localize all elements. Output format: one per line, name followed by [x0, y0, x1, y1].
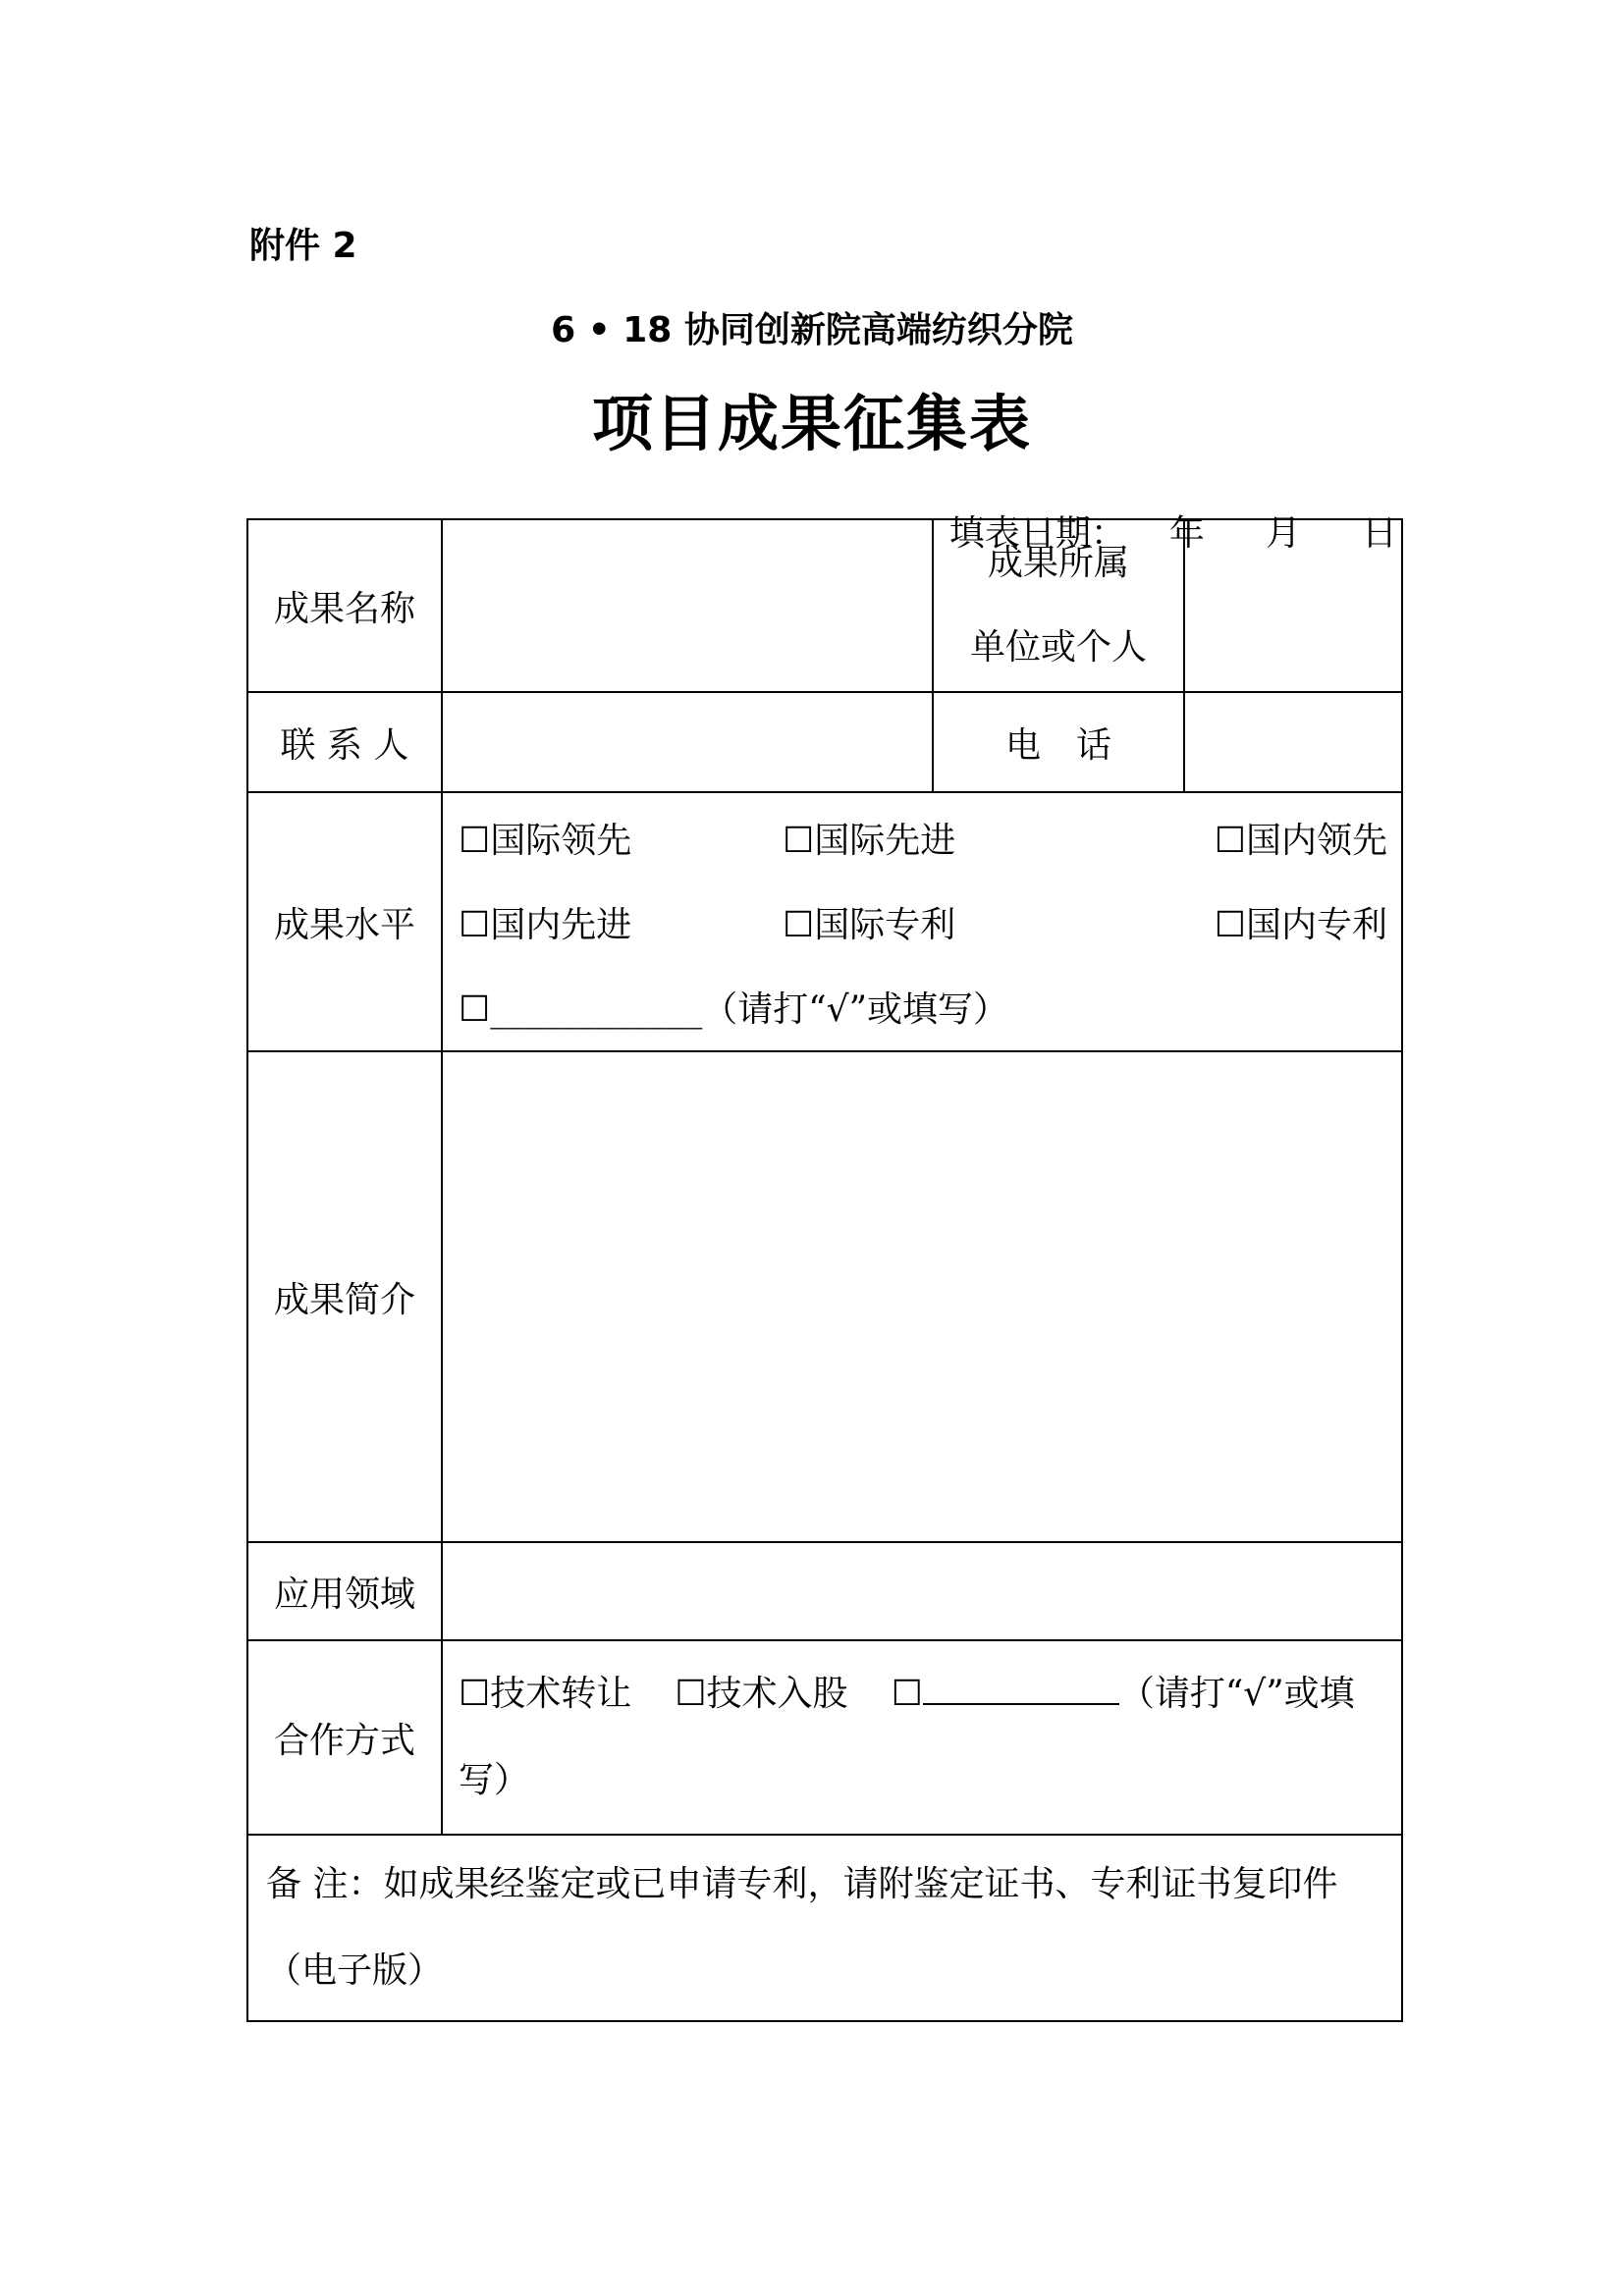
level-options-row-1 — [459, 795, 1387, 880]
level-options-row-2 — [459, 880, 1387, 964]
table-row — [247, 1640, 1402, 1835]
application-field[interactable] — [442, 1542, 1402, 1640]
table-row — [247, 1542, 1402, 1640]
owner-label — [933, 519, 1184, 692]
level-option-other[interactable]: ☐____________（请打“√”或填写） — [459, 988, 1009, 1030]
table-row — [247, 519, 1402, 692]
page-title: 项目成果征集表 — [591, 388, 1032, 459]
coop-label: 合作方式 — [247, 1640, 442, 1835]
owner-field[interactable] — [1184, 519, 1402, 692]
level-option-international-leading[interactable]: ☐国际领先 — [459, 820, 632, 861]
phone-field[interactable] — [1184, 692, 1402, 792]
level-option-domestic-leading[interactable]: ☐国内领先 — [1214, 820, 1387, 861]
coop-options — [442, 1640, 1402, 1835]
level-option-domestic-patent[interactable]: ☐国内专利 — [1214, 904, 1387, 945]
coop-option-tech-transfer[interactable]: ☐技术转让 — [459, 1674, 632, 1714]
coop-other-underline[interactable] — [923, 1668, 1119, 1705]
level-label: 成果水平 — [247, 792, 442, 1051]
fill-date-label: 填表日期： — [948, 513, 1126, 554]
table-row — [247, 1835, 1402, 2021]
level-option-international-advanced[interactable]: ☐国际先进 — [783, 820, 956, 861]
table-row — [247, 792, 1402, 1051]
level-options-row-3 — [459, 964, 1387, 1048]
coop-option-tech-equity[interactable]: ☐技术入股 — [675, 1674, 848, 1714]
notes: 备 注：如成果经鉴定或已申请专利，请附鉴定证书、专利证书复印件（电子版） — [247, 1835, 1402, 2021]
level-option-domestic-advanced[interactable]: ☐国内先进 — [459, 904, 632, 945]
owner-label-line2: 单位或个人 — [969, 627, 1147, 667]
name-label: 成果名称 — [247, 519, 442, 692]
collection-form-table — [246, 518, 1403, 2022]
name-field[interactable] — [442, 519, 933, 692]
phone-label: 电 话 — [933, 692, 1184, 792]
coop-option-other[interactable]: ☐ — [891, 1674, 923, 1714]
fill-date-year: 年 — [1168, 513, 1205, 554]
level-option-international-patent[interactable]: ☐国际专利 — [783, 904, 956, 945]
table-row — [247, 1051, 1402, 1542]
intro-label: 成果简介 — [247, 1051, 442, 1542]
organization-title: 6 • 18 协同创新院高端纺织分院 — [551, 310, 1073, 350]
table-row — [247, 692, 1402, 792]
contact-label: 联 系 人 — [247, 692, 442, 792]
field-label: 应用领域 — [247, 1542, 442, 1640]
owner-label-line1: 成果所属 — [987, 543, 1129, 583]
attachment-label: 附件 2 — [249, 226, 357, 266]
contact-field[interactable] — [442, 692, 933, 792]
intro-field[interactable] — [442, 1051, 1402, 1542]
level-options — [442, 792, 1402, 1051]
coop-hint: （请打“√”或填写） — [459, 1674, 1355, 1800]
fill-date-day: 日 — [1361, 513, 1397, 554]
fill-date-month: 月 — [1265, 513, 1301, 554]
